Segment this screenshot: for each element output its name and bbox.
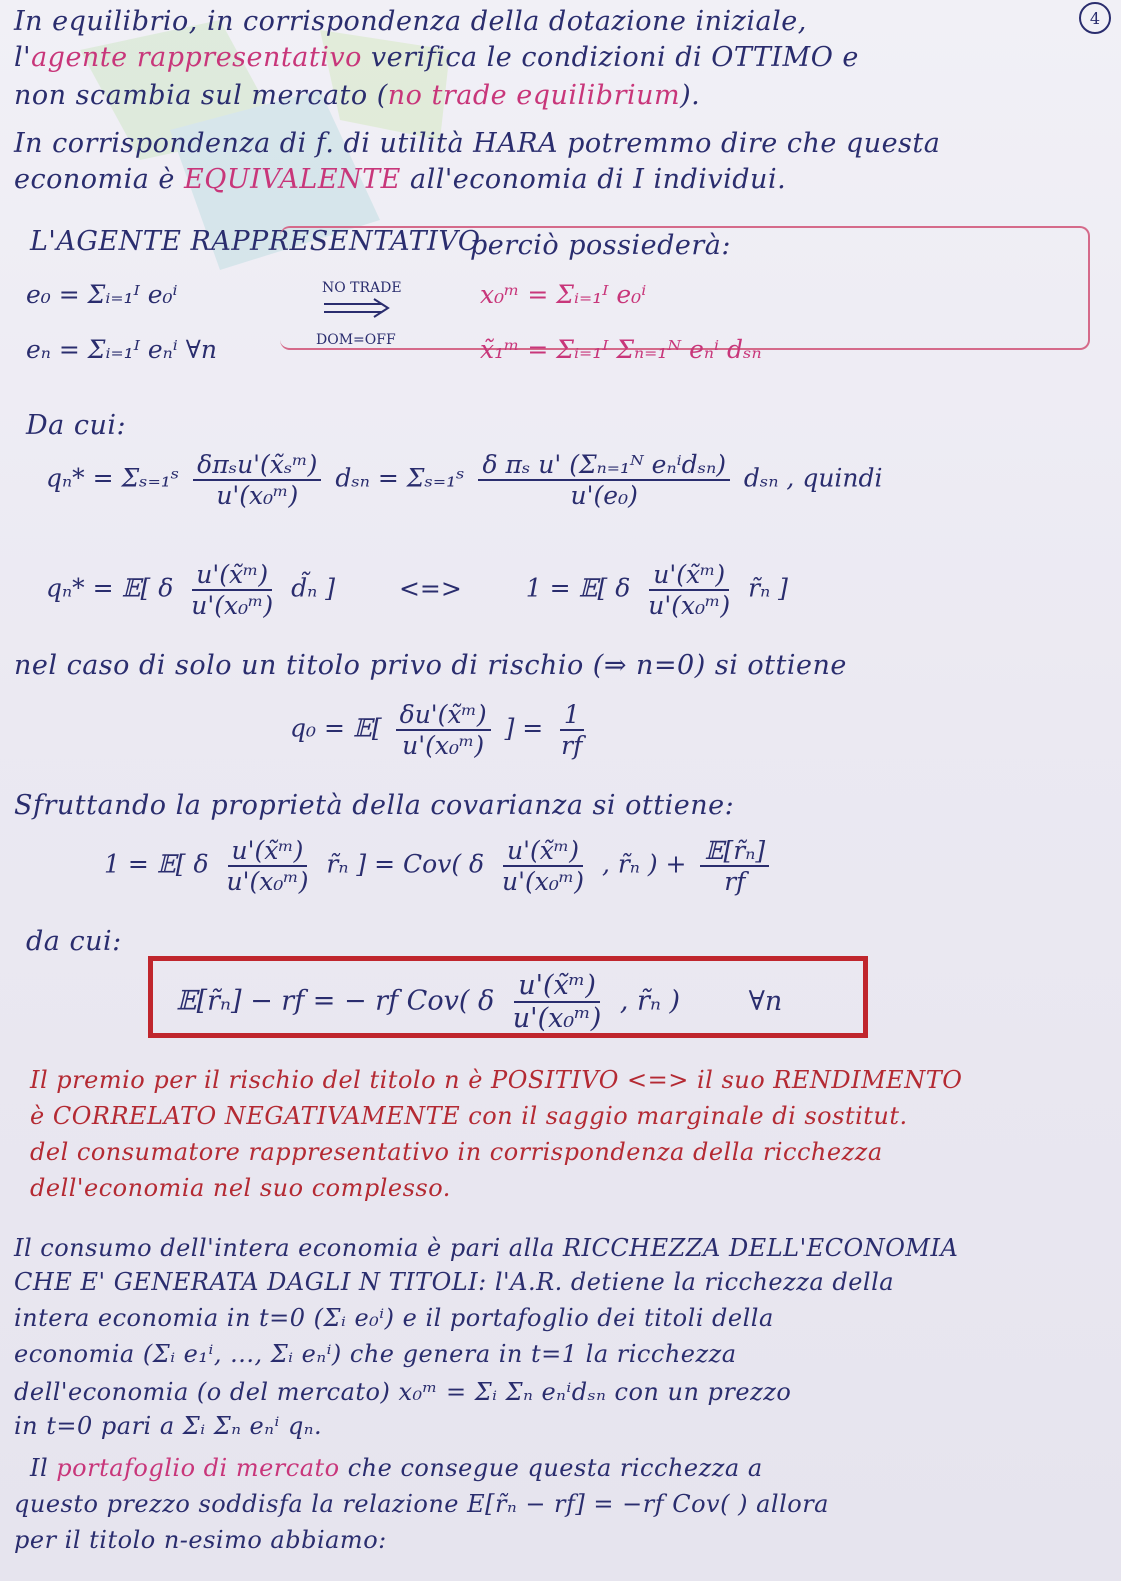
implies-arrow-icon [322,296,392,320]
text-line: Da cui: [26,410,127,441]
text-line: intera economia in t=0 (Σᵢ e₀ⁱ) e il portafoglio dei titoli della [14,1304,774,1332]
dom-off-label: DOM=OFF [316,332,396,348]
formula-expectation: qₙ* = 𝔼[ δ $\frac{\text{u'(x̃ᵐ)}}{\text{u'(x₀ᵐ)}}$ d̃ₙ ] <=> 1 = 𝔼[ δ $\frac{\text{u'(x̃ᵐ)}}{\text{u'(x₀ᵐ)}}$ r̃ₙ ] [46,560,788,620]
text-line: questo prezzo soddisfa la relazione E[r̃ₙ − rf] = −rf Cov( ) allora [14,1490,829,1518]
formula-covariance: 1 = 𝔼[ δ $\frac{\text{u'(x̃ᵐ)}}{\text{u'(x₀ᵐ)}}$ r̃ₙ ] = Cov( δ $\frac{\text{u'(x̃ᵐ)}}{\text{u'(x₀ᵐ)}}$ , r̃ₙ ) + $\frac{\text{𝔼[r̃ₙ]}}{rf}$ [104,836,775,896]
text-line: l'agente rappresentativo verifica le condizioni di OTTIMO e [14,42,859,73]
text-line: non scambia sul mercato (no trade equilibrium). [14,80,701,111]
text-line: In equilibrio, in corrispondenza della dotazione iniziale, [14,6,807,37]
heading-agente: L'AGENTE RAPPRESENTATIVO [30,226,481,257]
formula-q0: q₀ = 𝔼[ $\frac{\text{δu'(x̃ᵐ)}}{\text{u'(x₀ᵐ)}}$ ] = $\frac{1}{rf}$ [290,700,583,760]
text-line: dell'economia (o del mercato) x₀ᵐ = Σᵢ Σₙ eₙⁱdₛₙ con un prezzo [14,1378,792,1406]
text-line: Il premio per il rischio del titolo n è POSITIVO <=> il suo RENDIMENTO [30,1066,963,1094]
text-line: da cui: [26,926,122,957]
formula-e0: e₀ = Σᵢ₌₁ᴵ e₀ⁱ [26,280,178,309]
text-line: perciò possiederà: [470,230,731,261]
text-line: per il titolo n-esimo abbiamo: [14,1526,387,1554]
text-line: economia (Σᵢ e₁ⁱ, ..., Σᵢ eₙⁱ) che genera in t=1 la ricchezza [14,1340,737,1368]
no-trade-label: NO TRADE [322,280,402,296]
text-line: nel caso di solo un titolo privo di rischio (⇒ n=0) si ottiene [14,650,847,681]
page-number: 4 [1079,2,1111,34]
text-line: è CORRELATO NEGATIVAMENTE con il saggio marginale di sostitut. [30,1102,908,1130]
formula-boxed: 𝔼[r̃ₙ] − rf = − rf Cov( δ $\frac{\text{u'(x̃ᵐ)}}{\text{u'(x₀ᵐ)}}$ , r̃ₙ ) ∀n [176,970,783,1034]
formula-x0m: x₀ᵐ = Σᵢ₌₁ᴵ e₀ⁱ [480,280,647,309]
formula-qn: qₙ* = Σₛ₌₁ˢ $\frac{\text{δπₛu'(x̃ₛᵐ)}}{\text{u'(x₀ᵐ)}}$ dₛₙ = Σₛ₌₁ˢ $\frac{\text{δ πₛ u' (Σₙ₌₁ᴺ eₙⁱdₛₙ)}}{\text{u'(e₀)}}$ dₛₙ , quindi [46,450,883,510]
text-line: del consumatore rappresentativo in corrispondenza della ricchezza [30,1138,883,1166]
text-line: CHE E' GENERATA DAGLI N TITOLI: l'A.R. detiene la ricchezza della [14,1268,895,1296]
text-line: In corrispondenza di f. di utilità HARA potremmo dire che questa [14,128,941,159]
text-line: in t=0 pari a Σᵢ Σₙ eₙⁱ qₙ. [14,1412,323,1440]
formula-x1m: x̃₁ᵐ = Σᵢ₌₁ᴵ Σₙ₌₁ᴺ eₙⁱ dₛₙ [480,335,762,364]
text-line: Il consumo dell'intera economia è pari alla RICCHEZZA DELL'ECONOMIA [14,1234,959,1262]
text-line: economia è EQUIVALENTE all'economia di I individui. [14,164,787,195]
text-line: Sfruttando la proprietà della covarianza si ottiene: [14,790,735,821]
formula-en: eₙ = Σᵢ₌₁ᴵ eₙⁱ ∀n [26,335,217,364]
text-line: dell'economia nel suo complesso. [30,1174,451,1202]
text-line: Il portafoglio di mercato che consegue questa ricchezza a [30,1454,763,1482]
